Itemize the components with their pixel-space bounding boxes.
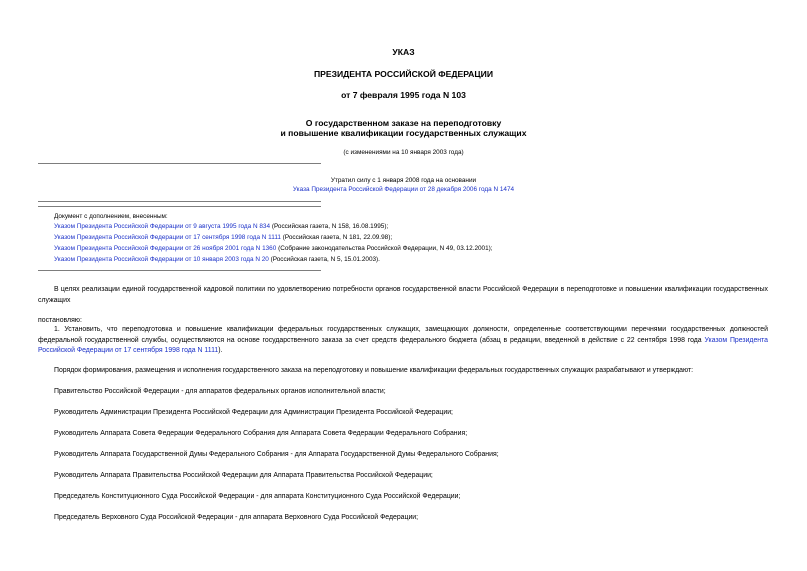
- doc-issuer: ПРЕЗИДЕНТА РОССИЙСКОЙ ФЕДЕРАЦИИ: [313, 69, 494, 79]
- repeal-decree-link[interactable]: Указа Президента Российской Федерации от 28 декабря 2006 года N 1474: [292, 186, 515, 193]
- addition-link[interactable]: Указом Президента Российской Федерации от 26 ноября 2001 года N 1360: [54, 245, 277, 252]
- addition-source: (Российская газета, N 5, 15.01.2003).: [268, 256, 380, 263]
- status-line: Утратил силу с 1 января 2008 года на основании: [330, 177, 477, 184]
- entity-item: Руководитель Аппарата Совета Федерации Федерального Собрания для Аппарата Совета Федерации Федерального Собрания;: [54, 430, 468, 437]
- divider: [38, 201, 321, 202]
- preamble-paragraph: В целях реализации единой государственной кадровой политики по удовлетворению потребности органов государственной власти Российской Федерации в переподготовке и повышении квалификации государственных служащих: [38, 286, 768, 304]
- addition-item: [54, 222, 388, 231]
- addition-source: (Российская газета, N 181, 22.09.98);: [280, 234, 393, 241]
- divider: [38, 270, 321, 271]
- point-1-paragraph: [38, 325, 768, 357]
- doc-subject-line-2: и повышение квалификации государственных служащих: [280, 128, 527, 138]
- addition-item: [54, 255, 380, 264]
- entity-item: Председатель Верховного Суда Российской Федерации - для аппарата Верховного Суда Российской Федерации;: [54, 514, 419, 521]
- procedure-paragraph: Порядок формирования, размещения и исполнения государственного заказа на переподготовку и повышение квалификации федеральных государственных служащих разрабатывают и утверждают:: [54, 367, 694, 374]
- entity-item: Правительство Российской Федерации - для аппаратов федеральных органов исполнительной власти;: [54, 388, 386, 395]
- addition-item: [54, 233, 392, 242]
- addition-link[interactable]: Указом Президента Российской Федерации от 10 января 2003 года N 20: [54, 256, 269, 263]
- entity-item: Руководитель Аппарата Правительства Российской Федерации для Аппарата Правительства Российской Федерации;: [54, 472, 433, 479]
- point-1-decree-link[interactable]: Указом Президента Российской Федерации от 17 сентября 1998 года N 1111: [38, 336, 768, 354]
- divider: [38, 206, 321, 207]
- doc-subject-line-1: О государственном заказе на переподготовку: [305, 118, 502, 128]
- addition-link[interactable]: Указом Президента Российской Федерации от 9 августа 1995 года N 834: [54, 223, 271, 230]
- point-1-end: ).: [218, 347, 223, 354]
- amendments-note: (с изменениями на 10 января 2003 года): [343, 149, 464, 156]
- addition-item: [54, 244, 493, 253]
- decree-word: постановляю:: [38, 317, 82, 324]
- divider: [38, 163, 321, 164]
- point-1-text: 1. Установить, что переподготовка и повышение квалификации федеральных государственных служащих, замещающих должности, определенные соответствующими перечнями государственных должностей федеральной государственной службы, осуществляются на основе государственного заказа за счет средств федерального бюджета (абзац в редакции, введенной в действие с 22 сентября 1998 года: [38, 326, 768, 344]
- doc-type-title: УКАЗ: [392, 47, 415, 57]
- addition-source: (Российская газета, N 158, 16.08.1995);: [270, 223, 389, 230]
- doc-date-number: от 7 февраля 1995 года N 103: [341, 90, 466, 100]
- entity-item: Руководитель Аппарата Государственной Думы Федерального Собрания - для Аппарата Государственной Думы Федерального Собрания;: [54, 451, 499, 458]
- addition-link[interactable]: Указом Президента Российской Федерации от 17 сентября 1998 года N 1111: [54, 234, 281, 241]
- additions-intro: Документ с дополнением, внесенным:: [54, 213, 168, 220]
- entity-item: Председатель Конституционного Суда Российской Федерации - для аппарата Конституционного Суда Российской Федерации;: [54, 493, 461, 500]
- entity-item: Руководитель Администрации Президента Российской Федерации для Администрации Президента Российской Федерации;: [54, 409, 453, 416]
- addition-source: (Собрание законодательства Российской Федерации, N 49, 03.12.2001);: [276, 245, 493, 252]
